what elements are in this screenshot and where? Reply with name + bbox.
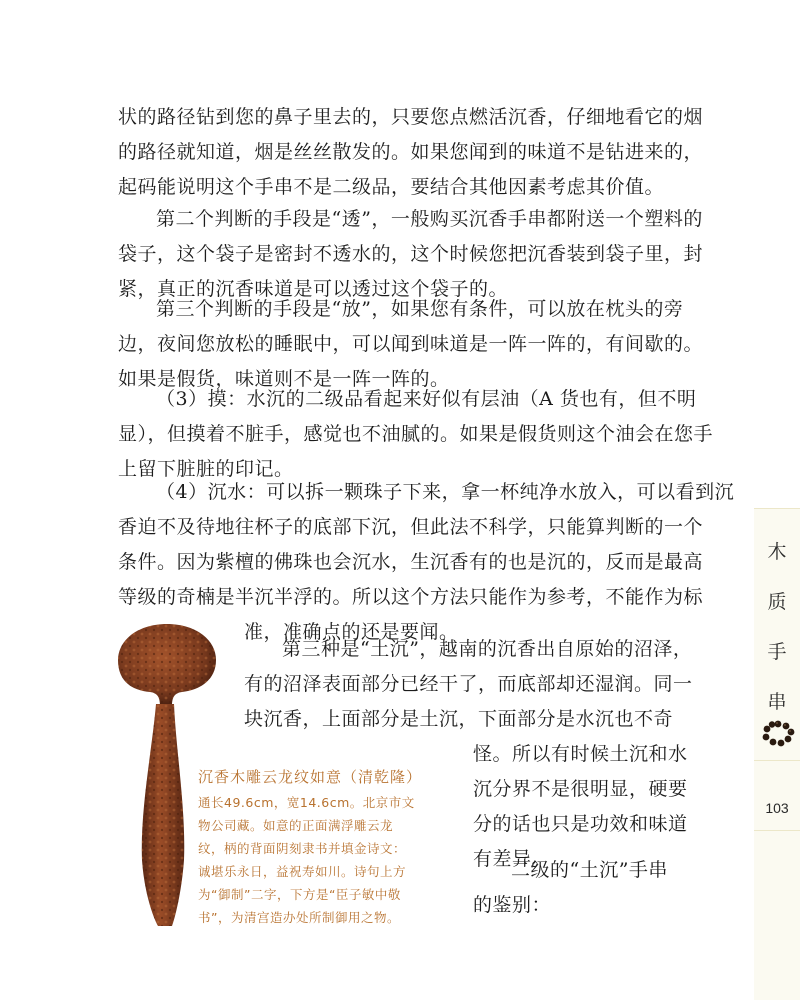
- text-line: 的路径就知道，烟是丝丝散发的。如果您闻到的味道不是钻进来的，: [118, 141, 704, 163]
- caption-line: 诚堪乐永日，益祝寿如川。诗句上方: [198, 864, 407, 879]
- text-line: 袋子，这个袋子是密封不透水的，这个时候您把沉香装到袋子里，封: [118, 243, 704, 265]
- chapter-title-vertical: [754, 537, 800, 737]
- text-line: 香迫不及待地往杯子的底部下沉，但此法不科学，只能算判断的一个: [118, 516, 704, 538]
- text-line: 紧，真正的沉香味道是可以透过这个袋子的。: [118, 278, 509, 300]
- text-line: 如果是假货，味道则不是一阵一阵的。: [118, 368, 450, 390]
- text-line: （4）沉水：可以拆一颗珠子下来，拿一杯纯净水放入，可以看到沉: [156, 481, 735, 503]
- body-paragraph: [118, 100, 703, 205]
- text-line: 的鉴别：: [473, 894, 552, 916]
- caption-line: 通长49.6cm，宽14.6cm。北京市文: [198, 795, 415, 810]
- chapter-title-char: 串: [767, 691, 787, 713]
- caption-line: 物公司藏。如意的正面满浮雕云龙: [198, 818, 394, 833]
- text-line: 上留下脏脏的印记。: [118, 458, 294, 480]
- page-number: 103: [765, 800, 789, 816]
- prayer-beads-icon: [761, 720, 795, 748]
- chapter-title-char: 质: [767, 591, 787, 613]
- side-divider: [754, 508, 800, 509]
- text-line: 状的路径钻到您的鼻子里去的，只要您点燃活沉香，仔细地看它的烟: [118, 106, 704, 128]
- text-line: 起码能说明这个手串不是二级品，要结合其他因素考虑其价值。: [118, 176, 665, 198]
- text-line: 第三种是“土沉”，越南的沉香出自原始的沼泽，: [282, 638, 693, 660]
- text-line: 怪。所以有时候土沉和水: [473, 743, 688, 765]
- text-line: 第二个判断的手段是“透”，一般购买沉香手串都附送一个塑料的: [156, 208, 703, 230]
- side-divider: [754, 760, 800, 761]
- text-line: 边，夜间您放松的睡眠中，可以闻到味道是一阵一阵的，有间歇的。: [118, 333, 704, 355]
- text-line: 第三个判断的手段是“放”，如果您有条件，可以放在枕头的旁: [156, 298, 684, 320]
- text-line: 显），但摸着不脏手，感觉也不油腻的。如果是假货则这个油会在您手: [118, 423, 714, 445]
- text-line: 有差异。: [473, 848, 552, 870]
- text-line: 有的沼泽表面部分已经干了，而底部却还湿润。同一: [244, 673, 693, 695]
- caption-line: 为“御制”二字，下方是“臣子敏中敬: [198, 887, 401, 902]
- text-line: 条件。因为紫檀的佛珠也会沉水，生沉香有的也是沉的，反而是最高: [118, 551, 704, 573]
- text-line: 二级的“土沉”手串: [511, 859, 668, 881]
- chapter-title-char: 手: [767, 641, 787, 663]
- side-divider: [754, 830, 800, 831]
- text-line: （3）摸：水沉的二级品看起来好似有层油（A 货也有，但不明: [156, 388, 697, 410]
- text-line: 准，准确点的还是要闻。: [244, 621, 459, 643]
- caption-line: 书”，为清宫造办处所制御用之物。: [198, 910, 400, 925]
- figure-caption: [198, 764, 473, 929]
- caption-title: 沉香木雕云龙纹如意（清乾隆）: [198, 768, 423, 786]
- body-paragraph: [473, 853, 668, 923]
- text-line: 块沉香，上面部分是土沉，下面部分是水沉也不奇: [244, 708, 674, 730]
- body-paragraph: [118, 382, 713, 487]
- text-line: 等级的奇楠是半沉半浮的。所以这个方法只能作为参考，不能作为标: [118, 586, 704, 608]
- text-line: 分的话也只是功效和味道: [473, 813, 688, 835]
- text-line: 沉分界不是很明显，硬要: [473, 778, 688, 800]
- caption-line: 纹，柄的背面阴刻隶书并填金诗文：: [198, 841, 407, 856]
- chapter-title-char: 木: [767, 541, 787, 563]
